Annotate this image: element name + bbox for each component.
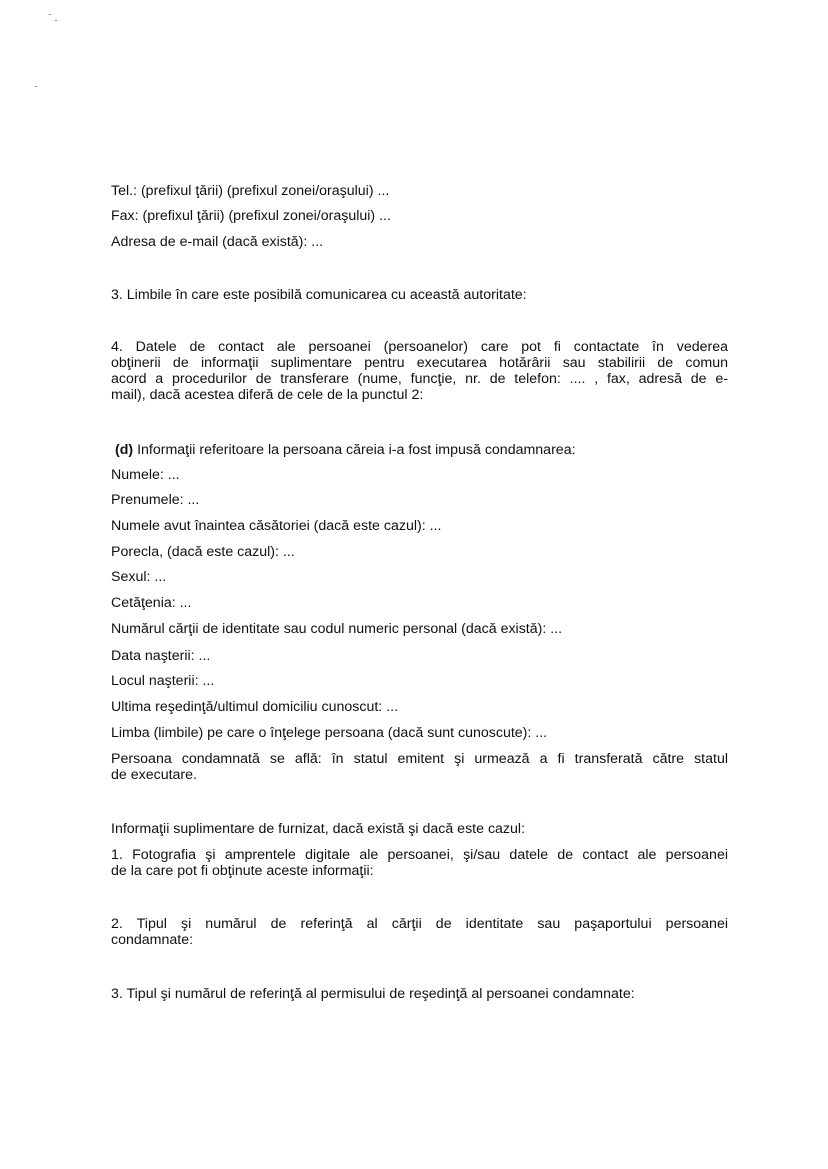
field-line: Limba (limbile) pe care o înţelege persoana (dacă sunt cunoscute): ... — [111, 725, 548, 741]
field-line: Numele avut înaintea căsătoriei (dacă este cazul): ... — [111, 518, 442, 534]
section-d-marker: (d) — [115, 442, 134, 458]
point-3: 3. Limbile în care este posibilă comunicarea cu această autoritate: — [111, 287, 527, 303]
field-line: Porecla, (dacă este cazul): ... — [111, 544, 295, 560]
field-line: Sexul: ... — [111, 569, 167, 585]
section-d-title: Informaţii referitoare la persoana căreia i-a fost impusă condamnarea: — [133, 442, 576, 458]
paragraph-line: Persoana condamnată se află: în statul emitent şi urmează a fi transferată către statul — [111, 751, 728, 767]
field-line: Numele: ... — [111, 467, 180, 483]
paragraph-line: mail), dacă acestea diferă de cele de la punctul 2: — [111, 387, 424, 403]
paragraph-line: condamnate: — [111, 932, 194, 948]
email-line: Adresa de e-mail (dacă există): ... — [111, 234, 324, 250]
tel-line: Tel.: (prefixul ţării) (prefixul zonei/oraşului) ... — [111, 183, 390, 199]
scan-speck — [55, 20, 57, 21]
fax-line: Fax: (prefixul ţării) (prefixul zonei/oraşului) ... — [111, 208, 391, 224]
location-paragraph — [111, 751, 728, 783]
field-line: Locul naşterii: ... — [111, 673, 215, 689]
additional-1-paragraph — [111, 847, 728, 879]
paragraph-line: obţinerii de informaţii suplimentare pentru executarea hotărârii sau stabilirii de comun — [111, 355, 728, 371]
field-line: Prenumele: ... — [111, 492, 200, 508]
paragraph-line: de executare. — [111, 767, 197, 783]
paragraph-line: de la care pot fi obţinute aceste informaţii: — [111, 863, 374, 879]
additional-info-heading: Informaţii suplimentare de furnizat, dacă există şi dacă este cazul: — [111, 821, 526, 837]
paragraph-line: 1. Fotografia şi amprentele digitale ale persoanei, şi/sau datele de contact ale persoanei — [111, 847, 728, 863]
field-line: Data naşterii: ... — [111, 648, 211, 664]
paragraph-line: 2. Tipul şi numărul de referinţă al cărţii de identitate sau paşaportului persoanei — [111, 916, 728, 932]
field-line: Numărul cărţii de identitate sau codul numeric personal (dacă există): ... — [111, 621, 563, 637]
point-4-paragraph — [111, 339, 728, 403]
scan-speck — [35, 86, 37, 87]
paragraph-line: 4. Datele de contact ale persoanei (persoanelor) care pot fi contactate în vederea — [111, 339, 728, 355]
scan-speck — [49, 14, 51, 15]
paragraph-line: acord a procedurilor de transferare (nume, funcţie, nr. de telefon: .... , fax, adresă de e- — [111, 371, 728, 387]
field-line: Cetăţenia: ... — [111, 595, 192, 611]
additional-2-paragraph — [111, 916, 728, 948]
section-d-heading — [115, 442, 576, 458]
field-line: Ultima reşedinţă/ultimul domiciliu cunoscut: ... — [111, 699, 399, 715]
additional-3: 3. Tipul şi numărul de referinţă al permisului de reşedinţă al persoanei condamnate: — [111, 986, 635, 1002]
